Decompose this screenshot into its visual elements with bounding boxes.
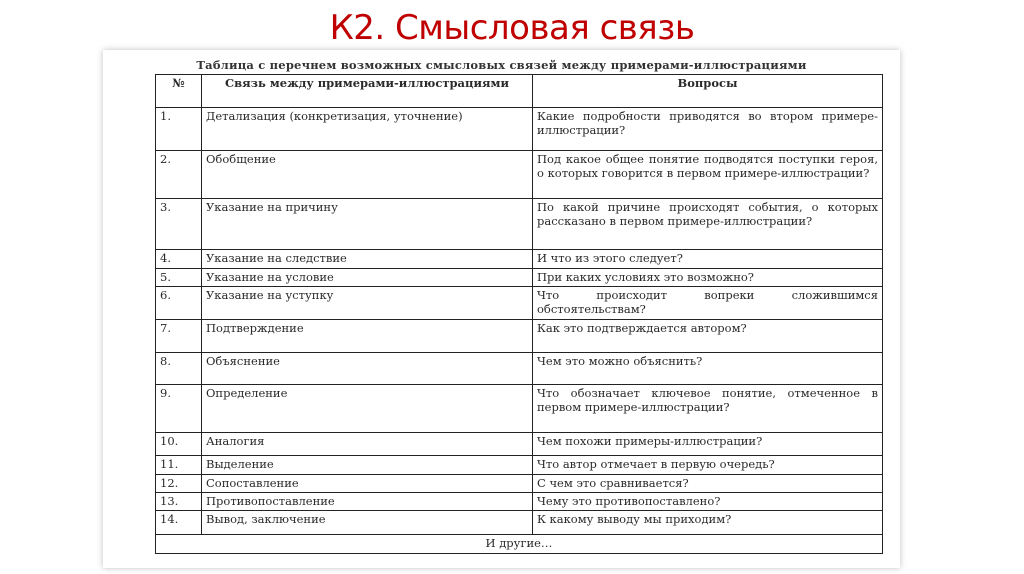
row-question: Какие подробности приводятся во втором примере-иллюстрации? [533, 108, 883, 151]
row-question: По какой причине происходят события, о которых рассказано в первом примере-иллюстрации? [533, 198, 883, 250]
table-row [156, 511, 883, 535]
row-question: Чему это противопоставлено? [533, 492, 883, 510]
row-link-type: Подтверждение [202, 320, 533, 352]
table-footer-row [156, 535, 883, 554]
table-row [156, 286, 883, 319]
row-link-type: Обобщение [202, 151, 533, 198]
table-row [156, 250, 883, 268]
row-number: 11. [156, 456, 202, 474]
links-table [155, 74, 883, 554]
row-number: 4. [156, 250, 202, 268]
row-number: 13. [156, 492, 202, 510]
row-link-type: Указание на причину [202, 198, 533, 250]
row-link-type: Вывод, заключение [202, 511, 533, 535]
row-link-type: Выделение [202, 456, 533, 474]
row-number: 3. [156, 198, 202, 250]
table-caption: Таблица с перечнем возможных смысловых связей между примерами-иллюстрациями [196, 58, 807, 72]
row-question: Что автор отмечает в первую очередь? [533, 456, 883, 474]
row-question: При каких условиях это возможно? [533, 268, 883, 286]
row-link-type: Указание на уступку [202, 286, 533, 319]
slide-title: К2. Смысловая связь [329, 8, 695, 48]
table-row [156, 151, 883, 198]
row-link-type: Указание на следствие [202, 250, 533, 268]
row-question: Что обозначает ключевое понятие, отмеченное в первом примере-иллюстрации? [533, 385, 883, 432]
header-questions: Вопросы [533, 75, 883, 108]
row-question: Как это подтверждается автором? [533, 320, 883, 352]
row-number: 7. [156, 320, 202, 352]
table-row [156, 474, 883, 492]
row-question: Чем это можно объяснить? [533, 352, 883, 384]
table-row [156, 198, 883, 250]
table-row [156, 108, 883, 151]
table-row [156, 456, 883, 474]
table-header-row [156, 75, 883, 108]
row-number: 5. [156, 268, 202, 286]
table-row [156, 352, 883, 384]
footer-text: И другие… [156, 535, 883, 554]
row-number: 9. [156, 385, 202, 432]
row-link-type: Детализация (конкретизация, уточнение) [202, 108, 533, 151]
row-number: 14. [156, 511, 202, 535]
table-row [156, 492, 883, 510]
row-question: К какому выводу мы приходим? [533, 511, 883, 535]
row-number: 8. [156, 352, 202, 384]
table-row [156, 320, 883, 352]
row-link-type: Сопоставление [202, 474, 533, 492]
row-link-type: Определение [202, 385, 533, 432]
table-row [156, 432, 883, 456]
row-question: Под какое общее понятие подводятся поступки героя, о которых говорится в первом примере-иллюстрации? [533, 151, 883, 198]
table-row [156, 385, 883, 432]
table-row [156, 268, 883, 286]
row-link-type: Объяснение [202, 352, 533, 384]
row-link-type: Указание на условие [202, 268, 533, 286]
header-link: Связь между примерами-иллюстрациями [202, 75, 533, 108]
header-num: № [156, 75, 202, 108]
row-question: Чем похожи примеры-иллюстрации? [533, 432, 883, 456]
row-number: 2. [156, 151, 202, 198]
row-number: 10. [156, 432, 202, 456]
row-number: 6. [156, 286, 202, 319]
row-link-type: Аналогия [202, 432, 533, 456]
row-question: Что происходит вопреки сложившимся обстоятельствам? [533, 286, 883, 319]
document-image [103, 50, 900, 568]
row-number: 12. [156, 474, 202, 492]
row-link-type: Противопоставление [202, 492, 533, 510]
row-question: И что из этого следует? [533, 250, 883, 268]
row-number: 1. [156, 108, 202, 151]
row-question: С чем это сравнивается? [533, 474, 883, 492]
